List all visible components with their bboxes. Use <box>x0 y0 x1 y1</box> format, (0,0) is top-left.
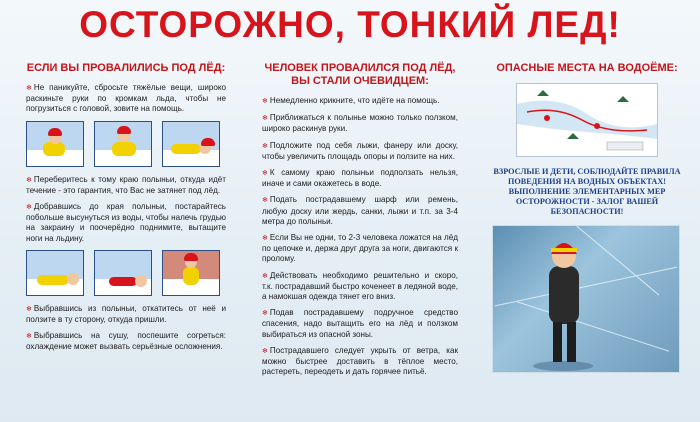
river-diagram <box>516 83 658 157</box>
instruction: ❄ Подложите под себя лыжи, фанеру или доску, чтобы увеличить площадь опоры и ползите на них. <box>262 140 458 161</box>
river-diagram-graphic <box>517 84 657 156</box>
instruction: ❄ Подать пострадавшему шарф или ремень, любую доску или жердь, санки, лыжи и т.п. за 3-4 метра до полыньи. <box>262 195 458 226</box>
bullet-icon: ❄ <box>262 235 268 243</box>
bullet-icon: ❄ <box>26 204 32 212</box>
illustration-row <box>26 121 226 167</box>
column-dangerous-places <box>492 62 682 373</box>
bullet-icon: ❄ <box>262 272 268 280</box>
bullet-icon: ❄ <box>262 98 268 105</box>
instruction: ❄ Выбравшись из полыньи, откатитесь от неё и ползите в ту сторону, откуда пришли. <box>26 303 226 325</box>
column-heading: ЧЕЛОВЕК ПРОВАЛИЛСЯ ПОД ЛЁД, ВЫ СТАЛИ ОЧЕВИДЦЕМ: <box>264 62 456 87</box>
instruction: ❄ Подав пострадавшему подручное средство спасения, надо вытащить его на лёд и ползком выбираться из опасной зоны. <box>262 308 458 339</box>
illustration-calling-help <box>26 121 84 167</box>
illustration-crawl-out <box>26 250 84 296</box>
bullet-icon: ❄ <box>26 85 32 92</box>
column-heading: ОПАСНЫЕ МЕСТА НА ВОДОЁМЕ: <box>496 62 678 74</box>
illustration-rolling <box>94 250 152 296</box>
instruction: ❄ Если Вы не одни, то 2-3 человека ложатся на лёд по цепочке и, держа друг друга за ноги, двигаются к пролому. <box>262 233 458 264</box>
illustration-spread-arms <box>94 121 152 167</box>
illustration-climbing-out <box>162 121 220 167</box>
instruction: ❄ Добравшись до края полыньи, постарайтесь побольше высунуться из воды, чтобы налечь грудью на закраину и поочерёдно поднимите, вытащите ноги на льдину. <box>26 202 226 243</box>
child-figure-icon <box>493 226 679 372</box>
bullet-icon: ❄ <box>262 115 268 123</box>
bullet-icon: ❄ <box>262 310 268 318</box>
instruction: ❄ Пострадавшего следует укрыть от ветра, как можно быстрее доставить в тёплое место, растереть, переодеть и дать горячее питьё. <box>262 345 458 377</box>
bullet-icon: ❄ <box>262 142 268 150</box>
illustration-warming-up <box>162 250 220 296</box>
poster-title: ОСТОРОЖНО, ТОНКИЙ ЛЕД! <box>79 4 621 45</box>
instruction: ❄ К самому краю полыньи подползать нельзя, иначе и сами окажетесь в воде. <box>262 168 458 189</box>
instruction: ❄ Переберитесь к тому краю полыньи, откуда идёт течение - это гарантия, что Вас не затянет под лёд. <box>26 174 226 195</box>
bullet-icon: ❄ <box>26 176 32 184</box>
bullet-icon: ❄ <box>26 305 32 313</box>
instruction: ❄ Приближаться к полынье можно только ползком, широко раскинув руки. <box>262 113 458 134</box>
instruction: ❄ Не паникуйте, сбросьте тяжёлые вещи, широко раскиньте руки по кромкам льда, чтобы не погрузиться с головой, зовите на помощь. <box>26 83 226 114</box>
column-witness <box>262 62 458 383</box>
illustration-row <box>26 250 226 296</box>
instruction: ❄ Действовать необходимо решительно и скоро, т.к. пострадавший быстро коченеет в ледяной воде, а намокшая одежда тянет его вниз. <box>262 270 458 302</box>
instruction: ❄ Выбравшись на сушу, поспешите согреться: охлаждение может вызвать серьёзные осложнения. <box>26 331 226 352</box>
bullet-icon: ❄ <box>262 170 268 178</box>
column-fell-through <box>26 62 226 359</box>
safety-warning: ВЗРОСЛЫЕ И ДЕТИ, СОБЛЮДАЙТЕ ПРАВИЛА ПОВЕДЕНИЯ НА ВОДНЫХ ОБЪЕКТАХ! ВЫПОЛНЕНИЕ ЭЛЕМЕНТАРНЫХ МЕР ОСТОРОЖНОСТИ - ЗАЛОГ ВАШЕЙ БЕЗОПАСНОСТИ! <box>493 167 681 216</box>
instruction: ❄ Немедленно крикните, что идёте на помощь. <box>262 96 440 105</box>
bullet-icon: ❄ <box>262 197 268 205</box>
bullet-icon: ❄ <box>26 333 32 341</box>
column-heading: ЕСЛИ ВЫ ПРОВАЛИЛИСЬ ПОД ЛЁД: <box>26 62 226 74</box>
bullet-icon: ❄ <box>262 347 268 355</box>
child-on-ice-photo <box>492 225 680 373</box>
